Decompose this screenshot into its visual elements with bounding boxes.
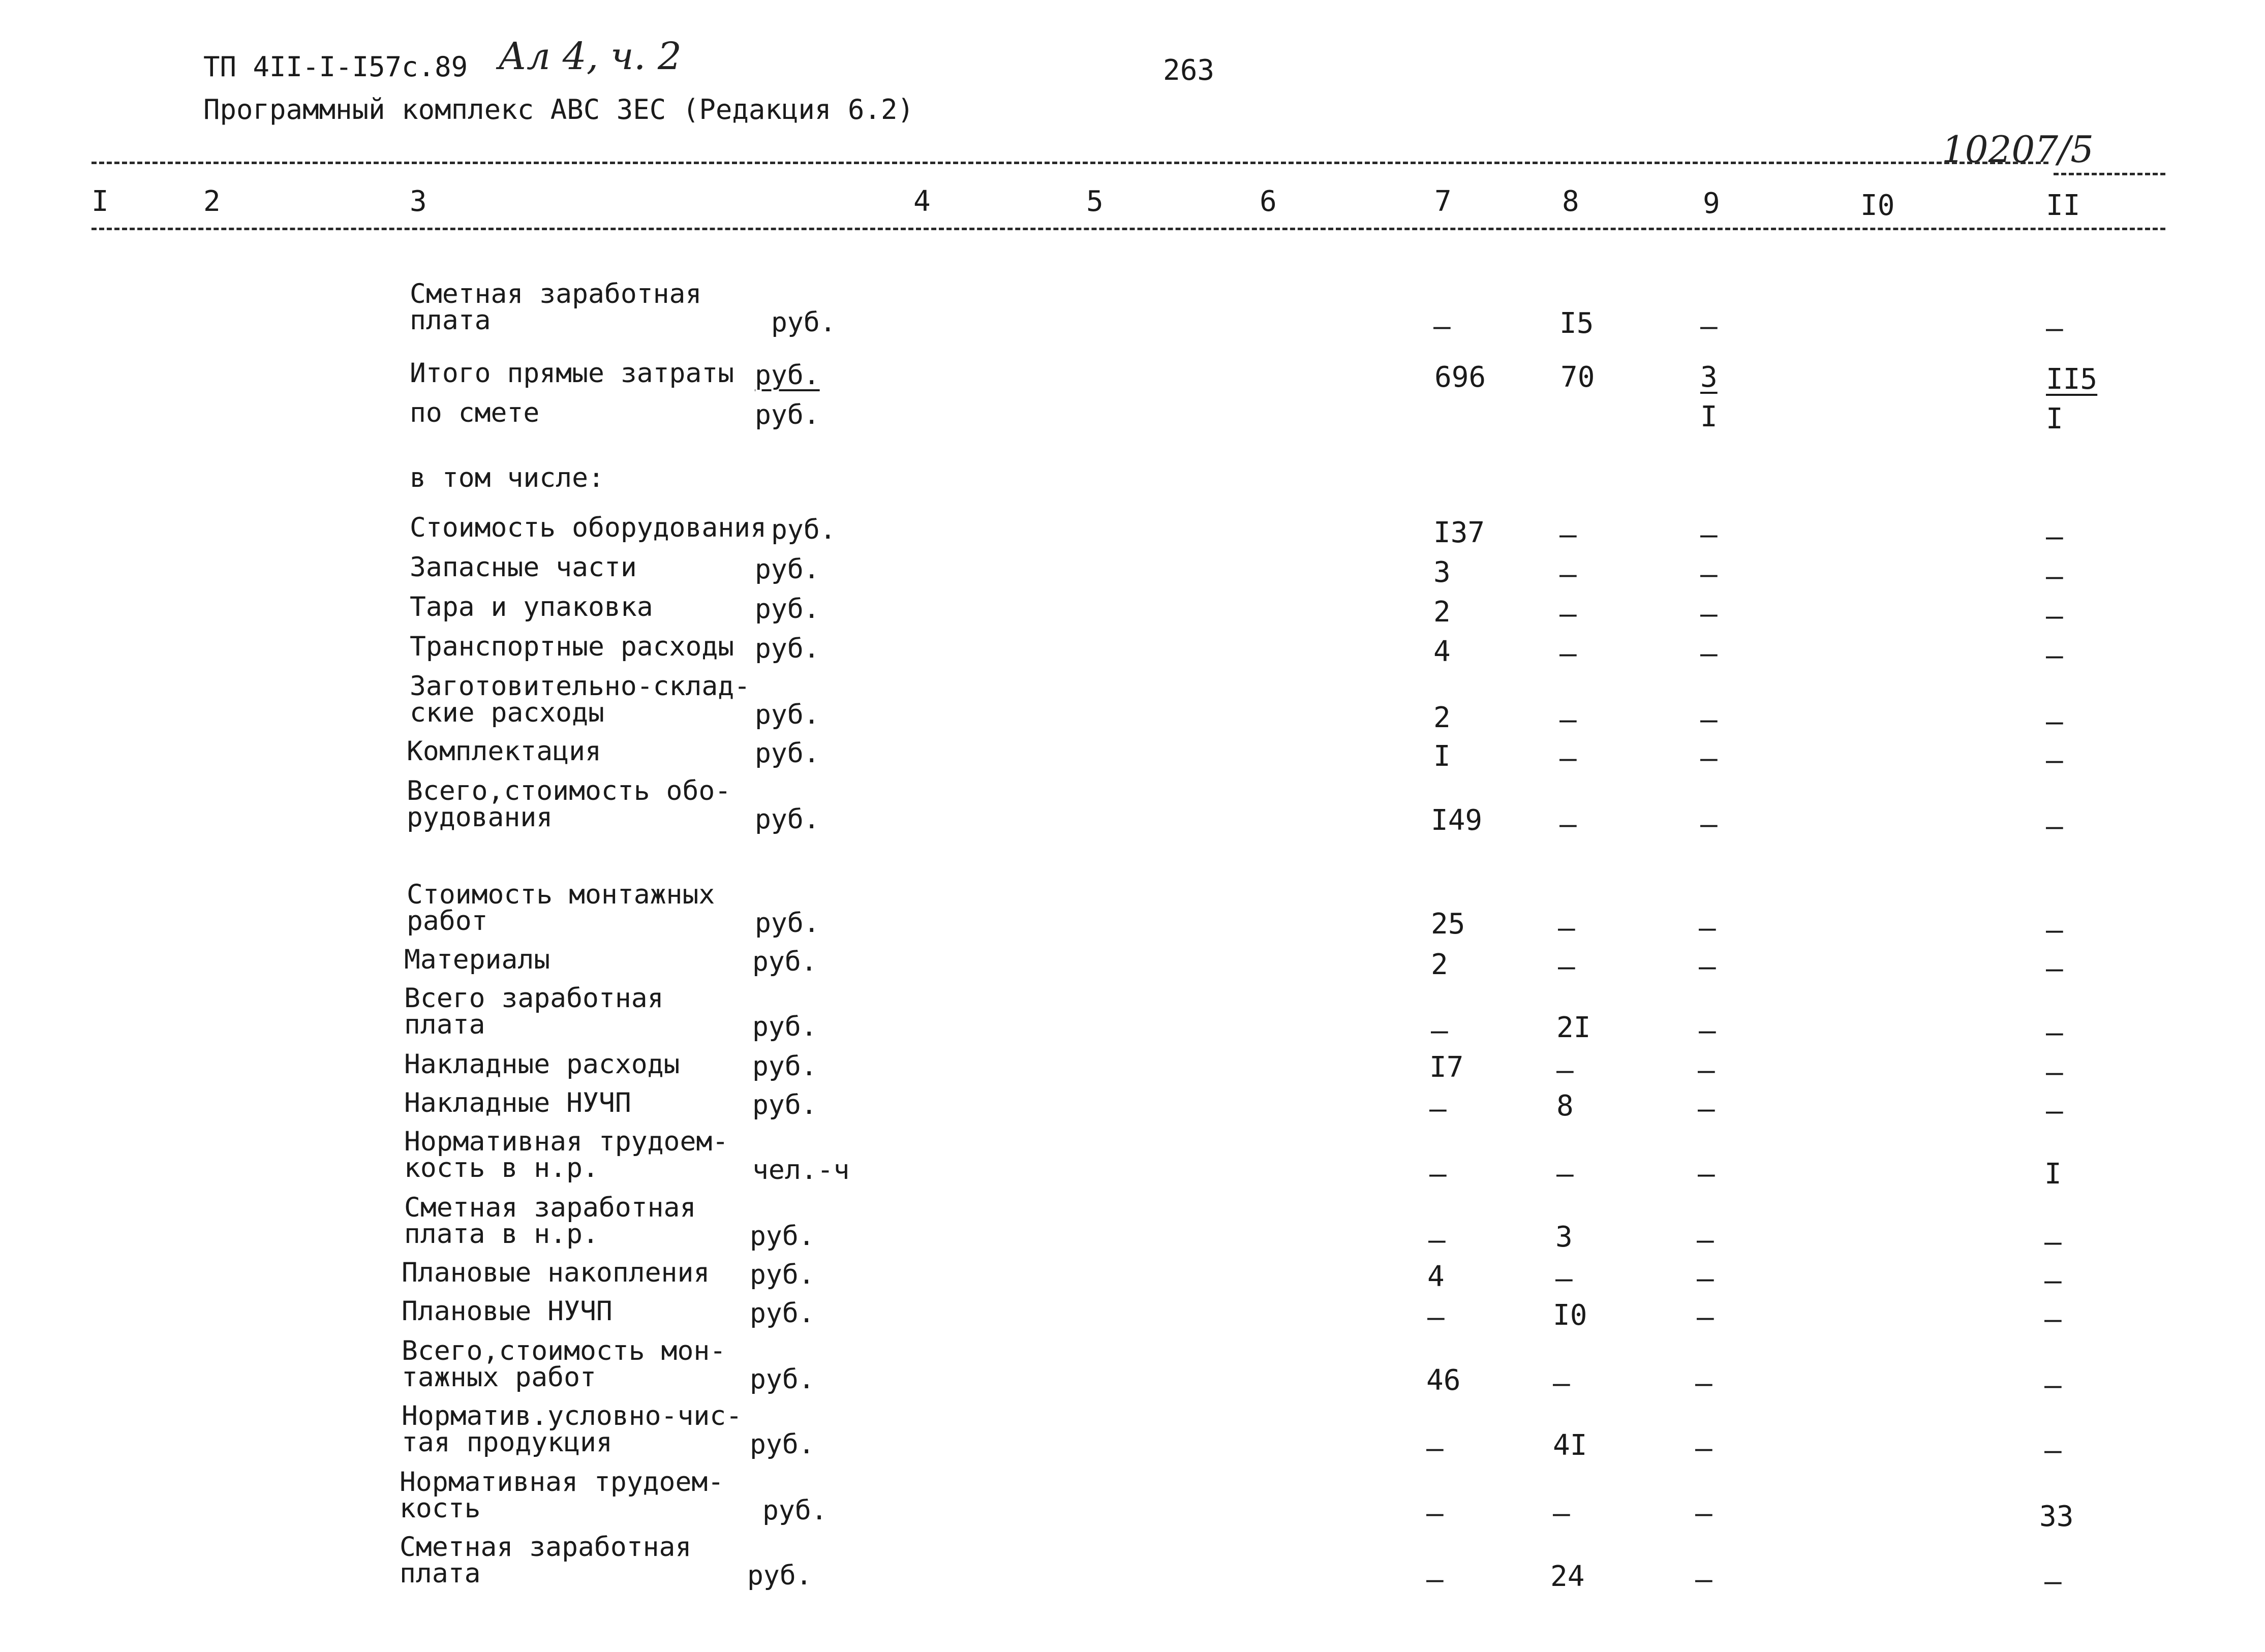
column-number-3: 3: [410, 185, 427, 218]
row-value-col9: –: [1699, 950, 1716, 983]
row-value-col9: –: [1700, 637, 1718, 670]
row-label-cont: плата: [400, 1558, 481, 1589]
row-value-col8: –: [1559, 703, 1577, 736]
row-unit: руб.: [752, 1089, 817, 1120]
row-unit: руб.: [755, 804, 820, 835]
row-value-col7: I49: [1431, 804, 1483, 837]
row-label-cont: кость: [400, 1493, 481, 1524]
row-value-col8: –: [1553, 1367, 1570, 1400]
row-label-cont: тажных работ: [402, 1362, 596, 1393]
row-value-col11: 33: [2039, 1500, 2074, 1533]
row-value-col8: –: [1559, 558, 1577, 591]
row-value-col9: –: [1697, 1262, 1714, 1295]
row-value-col7: –: [1427, 1301, 1445, 1334]
row-value-col8: –: [1555, 1262, 1573, 1295]
row-value-col11: –: [2044, 1226, 2062, 1259]
row-label: Нормативная трудоем-: [400, 1467, 724, 1498]
top-dashed-rule: [91, 162, 2048, 164]
handwritten-note: Ал 4, ч. 2: [498, 35, 682, 78]
row-value-col7: –: [1426, 1432, 1444, 1465]
row-value-col8: –: [1558, 950, 1575, 983]
row-value-col11: I: [2044, 1158, 2062, 1191]
row-unit: чел.-ч: [752, 1155, 850, 1186]
row-value-col8: 2I: [1556, 1011, 1591, 1044]
row-value-col9: –: [1697, 1301, 1714, 1334]
row-unit: руб.: [771, 514, 836, 545]
column-number-11: II: [2046, 189, 2080, 222]
row-label-cont: плата в н.р.: [404, 1219, 599, 1250]
section-label: в том числе:: [410, 462, 604, 493]
row-value-col11: –: [2046, 639, 2063, 672]
row-value-col11: I: [2046, 402, 2063, 435]
row-value-col8: –: [1559, 598, 1577, 631]
row-unit: руб.: [755, 399, 820, 430]
row-unit: руб.: [752, 1051, 817, 1082]
row-value-col9: –: [1698, 1158, 1715, 1191]
row-value-col11: II5: [2046, 363, 2098, 396]
row-value-col9: –: [1699, 912, 1716, 945]
row-label: Комплектация: [407, 736, 601, 767]
row-label-cont: тая продукция: [402, 1427, 613, 1458]
row-label: по смете: [410, 397, 540, 428]
row-value-col9: –: [1700, 558, 1718, 591]
column-number-9: 9: [1703, 187, 1720, 220]
row-value-col8: –: [1559, 808, 1577, 841]
row-value-col7: 2: [1431, 948, 1448, 981]
row-value-col7: –: [1426, 1563, 1444, 1596]
row-label: Транспортные расходы: [410, 631, 734, 662]
row-label: Накладные расходы: [404, 1049, 680, 1080]
row-value-col9: –: [1698, 1054, 1715, 1087]
row-unit: руб.: [755, 554, 820, 585]
row-value-col9: –: [1700, 310, 1718, 343]
row-label: Плановые накопления: [402, 1257, 710, 1288]
row-value-col9: –: [1695, 1367, 1712, 1400]
column-number-4: 4: [913, 185, 931, 218]
row-unit: руб.: [752, 946, 817, 977]
row-unit: руб.: [750, 1259, 815, 1290]
column-number-5: 5: [1086, 185, 1104, 218]
row-unit: руб.: [750, 1429, 815, 1460]
row-value-col7: 25: [1431, 908, 1465, 941]
row-value-col11: –: [2046, 1095, 2063, 1128]
row-value-col7: 3: [1433, 556, 1451, 589]
bottom-dashed-rule: [91, 228, 2165, 230]
row-value-col8: –: [1556, 1158, 1574, 1191]
column-number-2: 2: [203, 185, 221, 218]
column-number-7: 7: [1434, 185, 1452, 218]
row-value-col7: 2: [1433, 701, 1451, 734]
row-value-col11: –: [2044, 1369, 2062, 1402]
row-value-col9: –: [1700, 703, 1718, 736]
row-label-cont: плата: [404, 1009, 485, 1040]
row-value-col7: I37: [1433, 516, 1485, 549]
row-value-col11: –: [2044, 1264, 2062, 1297]
row-value-col7: I: [1433, 740, 1451, 773]
row-value-col9: –: [1695, 1563, 1712, 1596]
row-value-col7: I7: [1429, 1051, 1464, 1084]
row-value-col11: –: [2044, 1303, 2062, 1336]
row-label: Заготовительно-склад-: [410, 671, 751, 702]
row-label-cont: кость в н.р.: [404, 1152, 599, 1183]
row-unit: руб.: [771, 307, 836, 338]
row-value-col8: 8: [1556, 1089, 1574, 1123]
row-value-col11: –: [2046, 520, 2063, 553]
row-label: Материалы: [404, 944, 550, 975]
row-value-col7: –: [1431, 1014, 1448, 1047]
row-value-col8: 4I: [1553, 1429, 1587, 1462]
row-value-col11: –: [2046, 810, 2063, 843]
column-number-8: 8: [1562, 185, 1579, 218]
row-value-col8: I0: [1553, 1299, 1587, 1332]
row-value-col9: 3: [1700, 361, 1718, 394]
row-label: Накладные НУЧП: [404, 1087, 631, 1118]
row-value-col8: I5: [1559, 307, 1594, 340]
row-label-cont: работ: [407, 906, 488, 937]
row-value-col11: –: [2046, 705, 2063, 738]
row-value-col8: 70: [1560, 361, 1595, 394]
row-label: Стоимость монтажных: [407, 879, 715, 910]
row-value-col9: –: [1695, 1497, 1712, 1530]
row-unit: руб.: [747, 1560, 812, 1591]
row-label: Стоимость оборудования: [410, 512, 767, 543]
row-unit: руб.: [750, 1364, 815, 1395]
row-value-col9: –: [1700, 518, 1718, 551]
row-value-col9: I: [1700, 400, 1718, 433]
column-number-1: I: [91, 185, 109, 218]
row-label-cont: рудования: [407, 802, 553, 833]
row-unit: руб.: [755, 360, 820, 391]
row-value-col9: –: [1695, 1432, 1712, 1465]
column-number-6: 6: [1260, 185, 1277, 218]
row-value-col8: –: [1559, 518, 1577, 551]
row-unit: руб.: [755, 594, 820, 625]
row-value-col8: –: [1559, 742, 1577, 775]
row-value-col9: –: [1699, 1014, 1716, 1047]
row-value-col11: –: [2046, 744, 2063, 777]
row-value-col7: 696: [1434, 361, 1486, 394]
row-value-col7: 4: [1433, 635, 1451, 668]
row-value-col7: 46: [1426, 1364, 1461, 1397]
row-unit: руб.: [752, 1011, 817, 1042]
row-value-col7: 2: [1433, 596, 1451, 629]
row-value-col7: 4: [1427, 1260, 1445, 1293]
row-value-col8: 24: [1550, 1560, 1585, 1593]
row-value-col9: –: [1697, 1224, 1714, 1257]
row-value-col11: –: [2044, 1434, 2062, 1467]
row-label: Всего,стоимость обо-: [407, 775, 731, 806]
document-code: ТП 4II-I-I57с.89: [203, 51, 468, 83]
row-unit: руб.: [755, 738, 820, 769]
row-label: Запасные части: [410, 552, 637, 583]
row-value-col8: 3: [1555, 1221, 1573, 1254]
row-label: Всего,стоимость мон-: [402, 1335, 726, 1366]
row-value-col11: –: [2044, 1565, 2062, 1598]
row-value-col11: –: [2046, 952, 2063, 985]
row-value-col7: –: [1429, 1158, 1447, 1191]
row-value-col7: –: [1429, 1093, 1447, 1126]
row-value-col9: –: [1700, 808, 1718, 841]
row-value-col11: –: [2046, 560, 2063, 593]
row-value-col9: –: [1698, 1093, 1715, 1126]
row-label: Плановые НУЧП: [402, 1296, 613, 1327]
row-label: Сметная заработная: [404, 1192, 696, 1223]
row-value-col11: –: [2046, 600, 2063, 633]
row-label-cont: плата: [410, 305, 491, 336]
row-value-col7: –: [1433, 310, 1451, 343]
row-unit: руб.: [762, 1495, 828, 1526]
row-unit: руб.: [755, 633, 820, 664]
row-value-col8: –: [1553, 1497, 1570, 1530]
row-value-col11: –: [2046, 312, 2063, 345]
top-dashed-rule-end: [2054, 173, 2165, 175]
row-label-cont: ские расходы: [410, 697, 604, 728]
handwritten-ref: 10207/5: [1942, 128, 2094, 171]
program-line: Программный комплекс АВС ЗЕС (Редакция 6.2): [203, 93, 914, 126]
row-value-col11: –: [2046, 914, 2063, 947]
row-label: Сметная заработная: [410, 278, 702, 309]
row-label: Всего заработная: [404, 983, 664, 1014]
page-number: 263: [1163, 54, 1215, 87]
row-label: Итого прямые затраты: [410, 358, 734, 389]
column-number-10: I0: [1860, 189, 1895, 222]
row-value-col9: –: [1700, 742, 1718, 775]
row-unit: руб.: [755, 699, 820, 730]
row-value-col7: –: [1428, 1224, 1446, 1257]
row-value-col11: –: [2046, 1016, 2063, 1049]
row-value-col8: –: [1559, 637, 1577, 670]
row-label: Сметная заработная: [400, 1532, 692, 1563]
row-value-col8: –: [1558, 912, 1575, 945]
row-unit: руб.: [750, 1221, 815, 1252]
row-value-col8: –: [1556, 1054, 1574, 1087]
row-value-col9: –: [1700, 598, 1718, 631]
row-unit: руб.: [750, 1298, 815, 1329]
row-label: Нормативная трудоем-: [404, 1126, 729, 1157]
row-value-col7: –: [1426, 1497, 1444, 1530]
row-value-col11: –: [2046, 1056, 2063, 1089]
row-unit: руб.: [755, 908, 820, 939]
row-label: Тара и упаковка: [410, 591, 653, 622]
row-label: Норматив.условно-чис-: [402, 1400, 743, 1431]
